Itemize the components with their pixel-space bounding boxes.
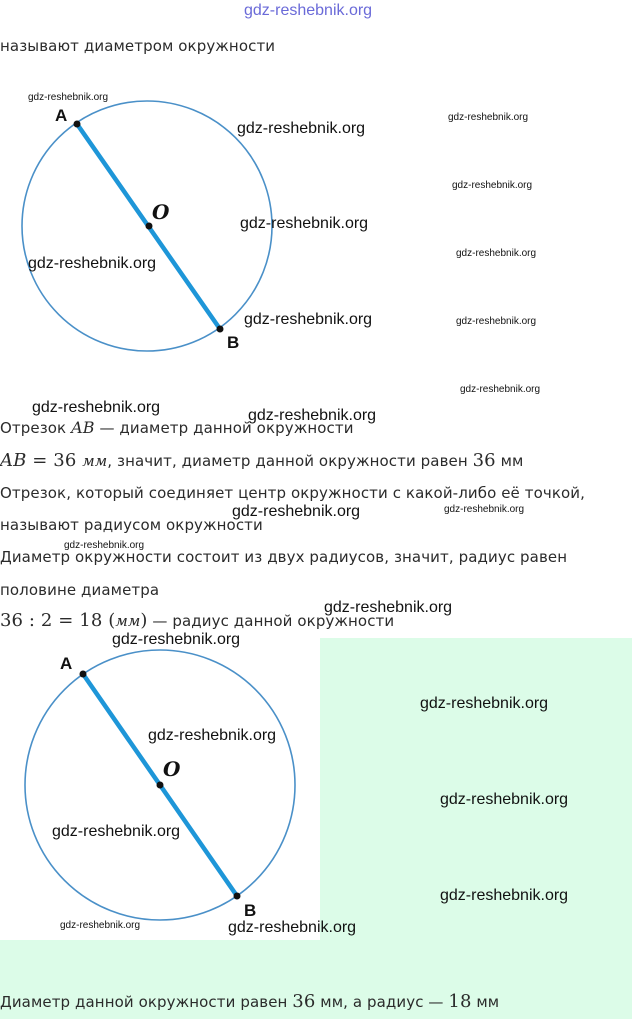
watermark: gdz-reshebnik.org xyxy=(456,248,537,259)
text-line-5: называют радиусом окружности xyxy=(0,516,263,534)
point-a-2 xyxy=(80,671,87,678)
watermark: gdz-reshebnik.org xyxy=(28,92,109,103)
text-line-1: называют диаметром окружности xyxy=(0,37,276,55)
text-line-6: Диаметр окружности состоит из двух радиусов, значит, радиус равен xyxy=(0,548,568,566)
watermark: gdz-reshebnik.org xyxy=(148,727,277,744)
watermark: gdz-reshebnik.org xyxy=(420,695,549,712)
watermark: gdz-reshebnik.org xyxy=(232,503,361,520)
label-b-1: B xyxy=(227,333,240,352)
watermark: gdz-reshebnik.org xyxy=(248,407,377,424)
watermark: gdz-reshebnik.org xyxy=(28,255,157,272)
label-o-1: O xyxy=(152,200,170,224)
watermark: gdz-reshebnik.org xyxy=(237,120,366,137)
text-line-7: половине диаметра xyxy=(0,581,160,599)
label-b-2: B xyxy=(244,901,257,920)
watermark: gdz-reshebnik.org xyxy=(32,399,161,416)
label-a-2: A xyxy=(60,654,73,673)
watermark: gdz-reshebnik.org xyxy=(324,599,453,616)
watermark: gdz-reshebnik.org xyxy=(64,540,145,551)
text-line-8: 36 : 2 = 18 (мм) — радиус данной окружности xyxy=(0,610,395,631)
text-line-2: Отрезок AB — диаметр данной окружности xyxy=(0,418,354,437)
watermark: gdz-reshebnik.org xyxy=(60,920,141,931)
watermark: gdz-reshebnik.org xyxy=(460,384,541,395)
watermark: gdz-reshebnik.org xyxy=(228,919,357,936)
text-line-3: AB = 36 мм, значит, диаметр данной окружности равен 36 мм xyxy=(0,450,524,471)
watermark: gdz-reshebnik.org xyxy=(440,887,569,904)
top-watermark: gdz-reshebnik.org xyxy=(244,2,373,19)
watermark: gdz-reshebnik.org xyxy=(244,311,373,328)
watermark: gdz-reshebnik.org xyxy=(444,504,525,515)
watermark: gdz-reshebnik.org xyxy=(440,791,569,808)
point-o-2 xyxy=(157,782,164,789)
watermark: gdz-reshebnik.org xyxy=(448,112,529,123)
watermark: gdz-reshebnik.org xyxy=(52,823,181,840)
point-b-2 xyxy=(234,893,241,900)
label-o-2: O xyxy=(163,757,181,781)
text-line-4: Отрезок, который соединяет центр окружности с какой-либо её точкой, xyxy=(0,484,585,502)
watermark: gdz-reshebnik.org xyxy=(456,316,537,327)
watermark: gdz-reshebnik.org xyxy=(112,631,241,648)
watermark: gdz-reshebnik.org xyxy=(452,180,533,191)
label-a-1: A xyxy=(55,106,68,125)
answer-line: Диаметр данной окружности равен 36 мм, а радиус — 18 мм xyxy=(0,991,500,1012)
watermark: gdz-reshebnik.org xyxy=(240,215,369,232)
